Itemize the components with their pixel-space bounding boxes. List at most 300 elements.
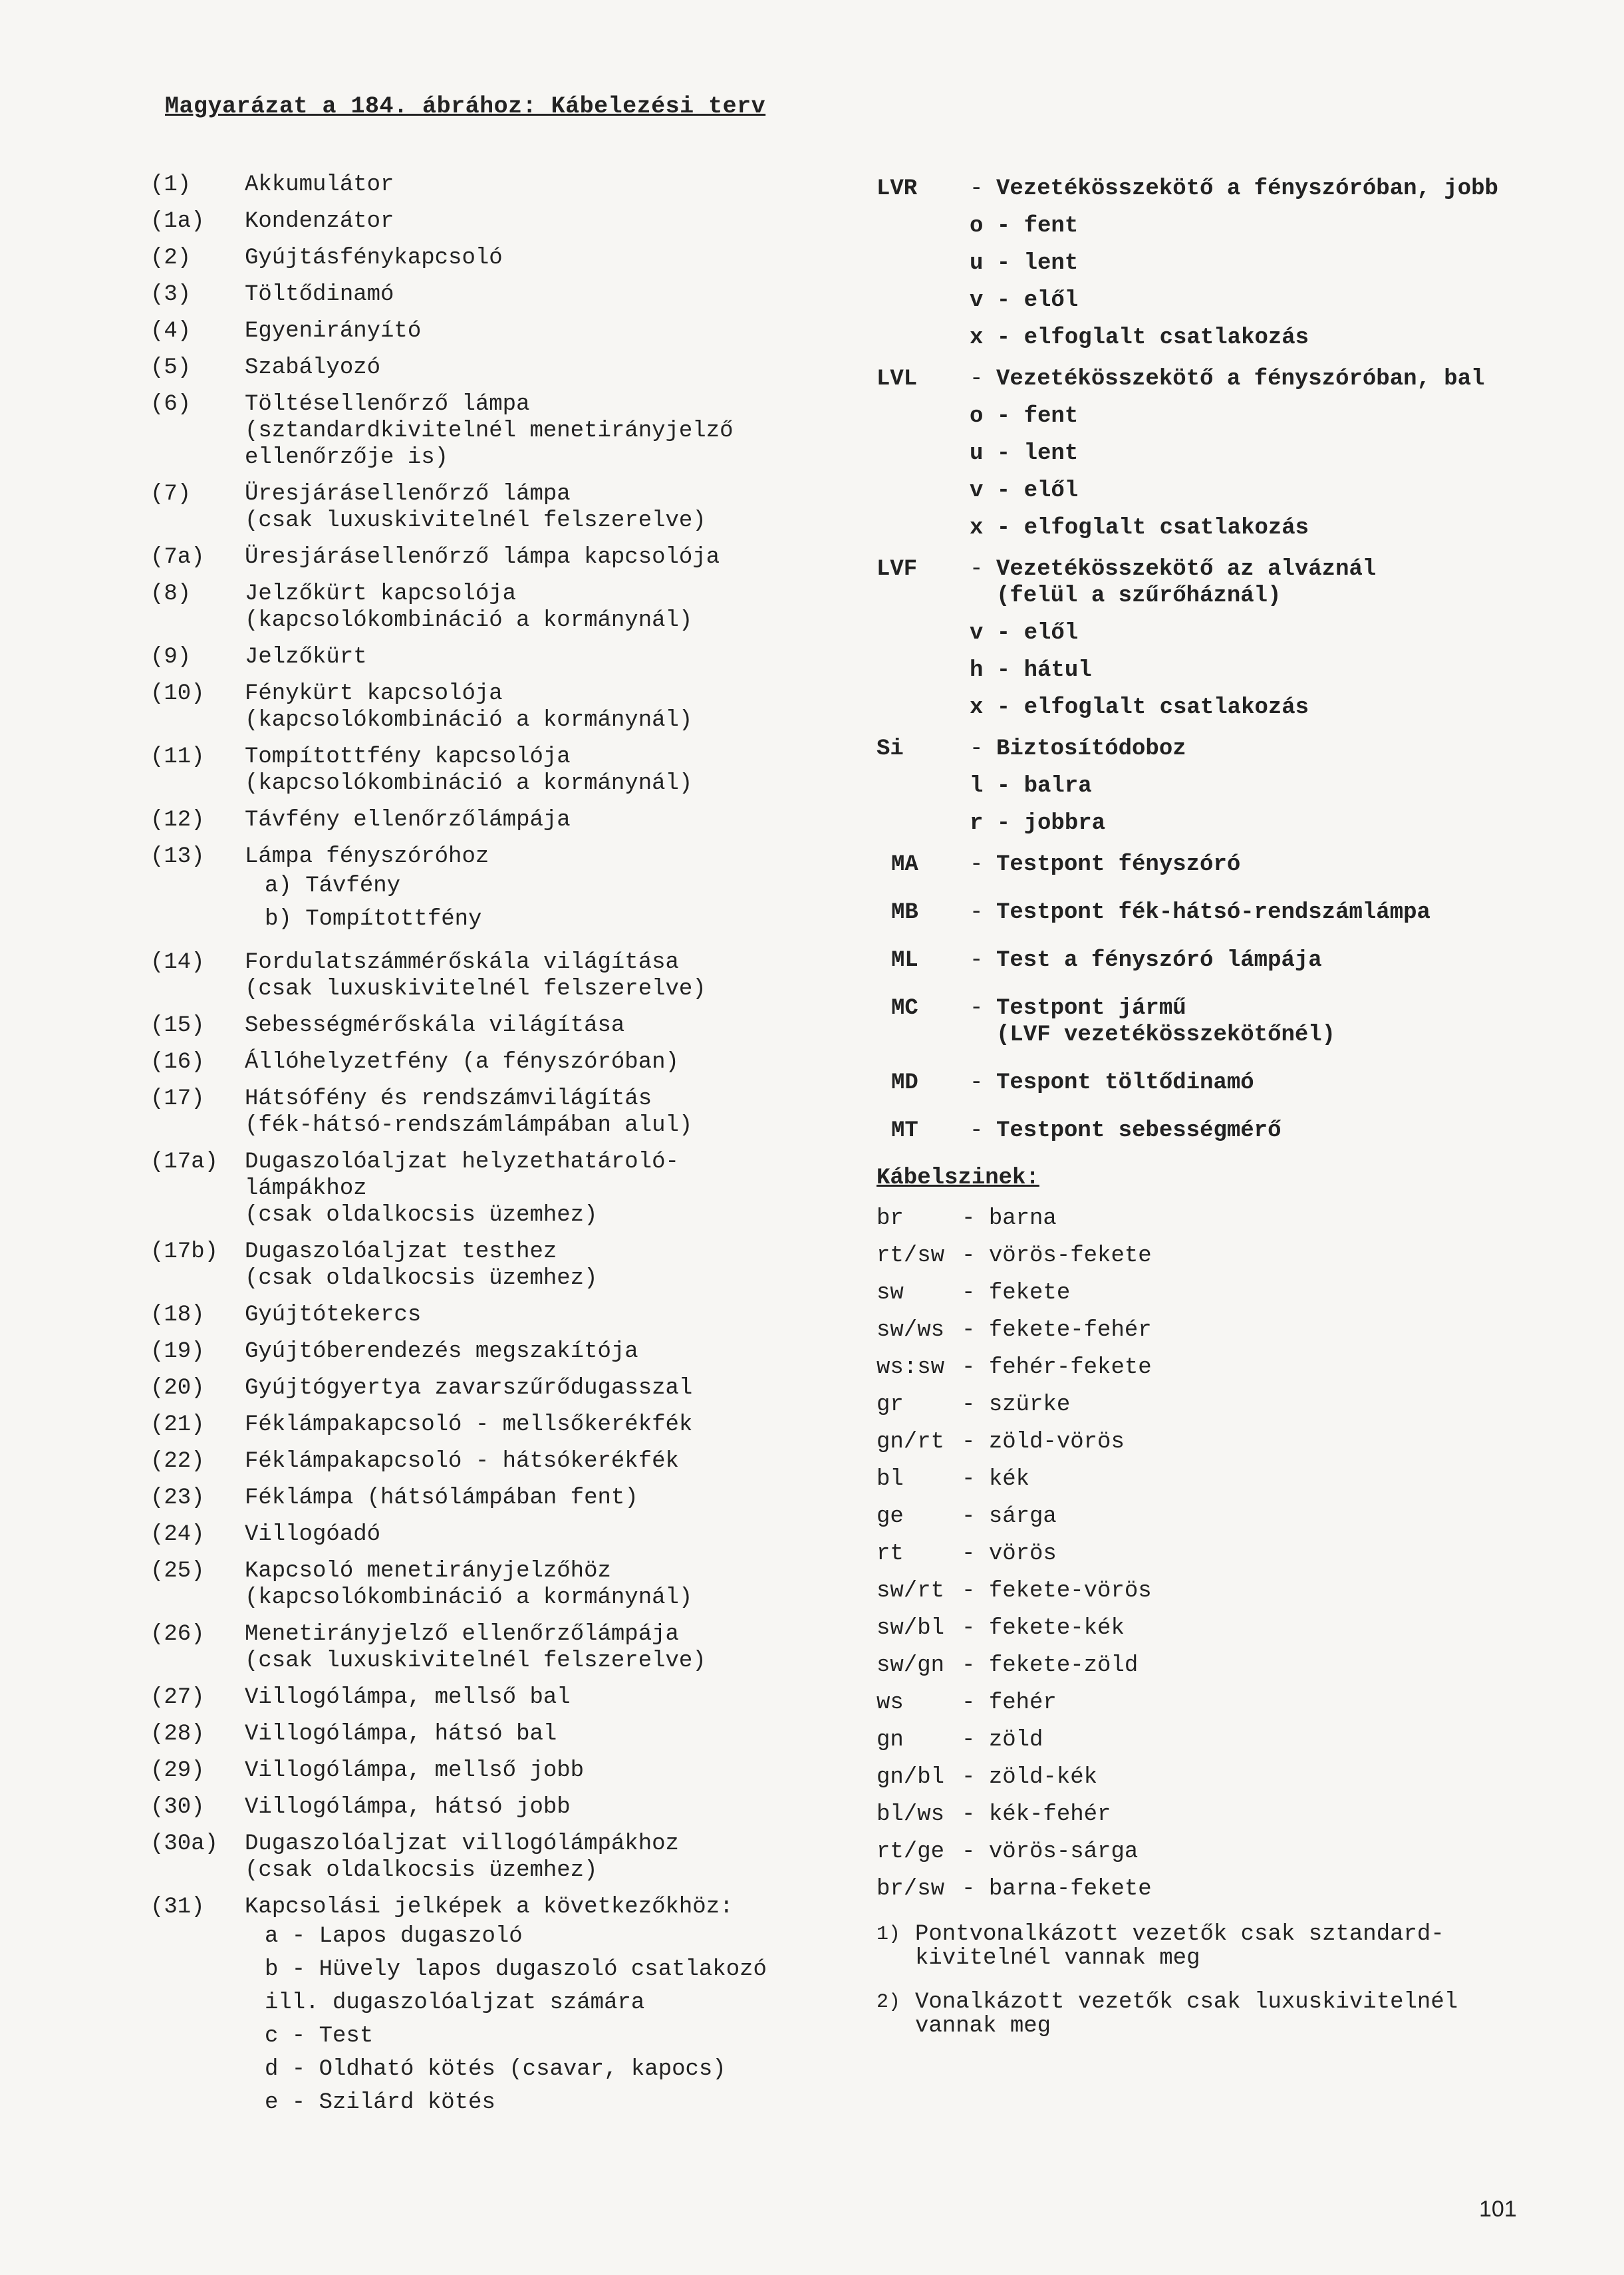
connector-group [877, 176, 1555, 351]
legend-line: Kapcsolási jelképek a következőkhöz: [245, 1895, 734, 1920]
legend-line: Állóhelyzetfény (a fényszóróban) [245, 1050, 679, 1075]
legend-text [245, 1621, 842, 1674]
testpoint-text [996, 1118, 1555, 1144]
legend-line: Gyújtásfénykapcsoló [245, 245, 503, 271]
connector-line: Vezetékösszekötő a fényszóróban, bal [996, 367, 1485, 392]
legend-text [245, 172, 842, 198]
cable-color-name: - sárga [962, 1503, 1057, 1530]
legend-line: Egyenirányító [245, 319, 422, 344]
connector-text [996, 366, 1555, 392]
legend-line: Kondenzátor [245, 209, 394, 234]
testpoint-text [996, 995, 1555, 1048]
legend-item [150, 355, 842, 381]
connector-item: x - elfoglalt csatlakozás [970, 516, 1309, 541]
legend-subitem: d - Oldható kötés (csavar, kapocs) [265, 2057, 726, 2082]
cable-color-name: - zöld-vörös [962, 1429, 1125, 1455]
cable-color-name: - szürke [962, 1392, 1070, 1418]
legend-item [150, 391, 842, 471]
cable-color-name: - barna [962, 1205, 1057, 1232]
footnote-number: 1) [877, 1923, 901, 1946]
connector-code: LVR [877, 176, 918, 202]
legend-item [150, 172, 842, 198]
legend-line: Tompítottfény kapcsolója [245, 744, 571, 770]
connector-code: LVL [877, 367, 918, 392]
cable-color-row [877, 1243, 1555, 1269]
legend-item [150, 1012, 842, 1039]
cable-color-row [877, 1764, 1555, 1791]
component-legend [150, 172, 842, 2133]
legend-number: (29) [150, 1758, 205, 1783]
legend-number: (15) [150, 1013, 205, 1038]
cable-color-code: sw/ws [877, 1318, 945, 1343]
legend-number: (3) [150, 282, 192, 307]
connector-item: r - jobbra [970, 811, 1106, 836]
cable-color-row [877, 1652, 1555, 1679]
legend-number: (9) [150, 645, 192, 670]
legend-text [245, 1485, 842, 1511]
legend-number: (27) [150, 1685, 205, 1710]
cable-color-row [877, 1615, 1555, 1642]
legend-item [150, 1086, 842, 1139]
legend-subitem: a) Távfény [265, 873, 401, 899]
legend-line: Gyújtógyertya zavarszűrődugasszal [245, 1376, 693, 1401]
cable-color-name: - vörös-sárga [962, 1839, 1138, 1865]
legend-text [245, 1086, 842, 1139]
legend-line: Féklámpa (hátsólámpában fent) [245, 1485, 638, 1511]
cable-color-name: - zöld [962, 1727, 1043, 1753]
connector-group [877, 736, 1555, 837]
legend-text [245, 1302, 842, 1328]
legend-text [245, 949, 842, 1002]
legend-item [150, 208, 842, 235]
cable-color-code: sw/rt [877, 1579, 945, 1604]
legend-line: (kapcsolókombináció a kormánynál) [245, 708, 693, 733]
cable-color-name: - kék [962, 1466, 1029, 1493]
legend-number: (31) [150, 1895, 205, 1920]
legend-number: (17a) [150, 1149, 219, 1175]
cable-color-name: - kék-fehér [962, 1801, 1111, 1828]
legend-item [150, 1338, 842, 1365]
legend-subitem: c - Test [265, 2024, 374, 2049]
connector-text [996, 556, 1555, 609]
legend-subitems [245, 873, 842, 933]
legend-line: Gyújtóberendezés megszakítója [245, 1339, 638, 1364]
legend-item [150, 949, 842, 1002]
testpoint-text [996, 947, 1555, 974]
legend-text [245, 355, 842, 381]
dash: - [970, 1070, 984, 1096]
legend-text [245, 1721, 842, 1747]
footnote-line: vannak meg [915, 2014, 1051, 2039]
cable-color-row [877, 1839, 1555, 1865]
dash: - [970, 736, 984, 762]
legend-line: Dugaszolóaljzat villogólámpákhoz [245, 1831, 679, 1857]
footnote [877, 1922, 1555, 1970]
legend-line: Töltésellenőrző lámpa [245, 392, 530, 417]
legend-line: Menetirányjelző ellenőrzőlámpája [245, 1622, 679, 1647]
legend-item [150, 1894, 842, 2123]
legend-line: Gyújtótekercs [245, 1302, 422, 1328]
cable-color-code: ge [877, 1504, 904, 1529]
cable-color-code: sw/gn [877, 1653, 945, 1678]
legend-text [245, 318, 842, 345]
legend-line: Üresjárásellenőrző lámpa [245, 482, 571, 507]
testpoint-code: MA [891, 852, 918, 877]
legend-number: (23) [150, 1485, 205, 1511]
connector-line: Vezetékösszekötő az alváznál [996, 557, 1377, 582]
dash: - [970, 176, 984, 202]
connector-item: v - elől [970, 288, 1079, 313]
connector-code: LVF [877, 557, 918, 582]
legend-line: Fénykürt kapcsolója [245, 681, 503, 706]
legend-item [150, 1239, 842, 1292]
legend-number: (8) [150, 581, 192, 607]
legend-item [150, 1721, 842, 1747]
legend-item [150, 1375, 842, 1402]
legend-number: (24) [150, 1522, 205, 1547]
legend-line: Üresjárásellenőrző lámpa kapcsolója [245, 545, 720, 570]
connector-list [877, 176, 1555, 837]
cable-color-row [877, 1354, 1555, 1381]
legend-item [150, 744, 842, 797]
legend-item [150, 1831, 842, 1884]
legend-number: (22) [150, 1449, 205, 1474]
legend-line: (fék-hátsó-rendszámlámpában alul) [245, 1113, 693, 1138]
legend-line: (csak luxuskivitelnél felszerelve) [245, 508, 706, 533]
cable-color-code: gn/bl [877, 1765, 945, 1790]
legend-text [245, 481, 842, 534]
legend-line: Fordulatszámmérőskála világítása [245, 950, 679, 975]
legend-number: (30) [150, 1795, 205, 1820]
legend-line: Féklámpakapcsoló - mellsőkerékfék [245, 1412, 693, 1438]
legend-text [245, 1239, 842, 1292]
cable-color-code: sw/bl [877, 1616, 945, 1641]
connector-code: Si [877, 736, 904, 762]
dash: - [970, 996, 984, 1021]
footnote [877, 1990, 1555, 2038]
legend-number: (10) [150, 681, 205, 706]
legend-item [150, 1521, 842, 1548]
testpoint-line: Testpont fényszóró [996, 852, 1241, 877]
testpoint-line: Testpont sebességmérő [996, 1118, 1282, 1143]
cable-color-code: sw [877, 1281, 904, 1306]
legend-item [150, 1757, 842, 1784]
legend-line: Jelzőkürt kapcsolója [245, 581, 517, 607]
legend-item [150, 1794, 842, 1821]
connector-item: o - fent [970, 214, 1079, 239]
cable-color-code: ws [877, 1690, 904, 1716]
cable-color-row [877, 1727, 1555, 1753]
legend-number: (12) [150, 808, 205, 833]
legend-line: Féklámpakapcsoló - hátsókerékfék [245, 1449, 679, 1474]
legend-item [150, 843, 842, 939]
cable-color-code: rt/ge [877, 1839, 945, 1865]
legend-text [245, 245, 842, 271]
cable-color-code: gn/rt [877, 1430, 945, 1455]
legend-text [245, 1558, 842, 1611]
cable-color-list [877, 1205, 1555, 1902]
legend-text [245, 208, 842, 235]
legend-text [245, 1412, 842, 1438]
footnote-line: Pontvonalkázott vezetők csak sztandard- [915, 1922, 1444, 1947]
cable-color-name: - fekete-kék [962, 1615, 1125, 1642]
connector-group [877, 366, 1555, 541]
testpoint-code: MC [891, 996, 918, 1021]
cable-color-row [877, 1466, 1555, 1493]
legend-subitem: ill. dugaszolóaljzat számára [265, 1990, 645, 2016]
testpoint-line: Test a fényszóró lámpája [996, 948, 1322, 973]
legend-item [150, 807, 842, 834]
legend-item [150, 1621, 842, 1674]
footnote-number: 2) [877, 1991, 901, 2014]
legend-line: (csak luxuskivitelnél felszerelve) [245, 977, 706, 1002]
page-number: 101 [1479, 2197, 1517, 2222]
testpoint-text [996, 851, 1555, 878]
dash: - [970, 557, 984, 582]
dash: - [970, 948, 984, 973]
legend-text [245, 1149, 842, 1229]
connector-item: h - hátul [970, 658, 1092, 683]
connector-line: (felül a szűrőháznál) [996, 583, 1282, 609]
cable-color-name: - barna-fekete [962, 1876, 1152, 1902]
cable-color-code: bl/ws [877, 1802, 945, 1827]
connector-item: u - lent [970, 251, 1079, 276]
legend-line: Sebességmérőskála világítása [245, 1013, 625, 1038]
testpoint-item [877, 851, 1555, 878]
legend-line: (kapcsolókombináció a kormánynál) [245, 1585, 693, 1610]
connector-items [877, 403, 1555, 541]
connector-items [877, 773, 1555, 837]
legend-number: (7) [150, 482, 192, 507]
legend-text [245, 391, 842, 471]
legend-text [245, 1684, 842, 1711]
notes [877, 1922, 1555, 2038]
testpoint-line: Tespont töltődinamó [996, 1070, 1254, 1096]
legend-line: Villogólámpa, mellső jobb [245, 1758, 585, 1783]
legend-item [150, 581, 842, 634]
connector-items [877, 620, 1555, 721]
testpoint-text [996, 1070, 1555, 1096]
legend-number: (11) [150, 744, 205, 770]
legend-text [245, 1794, 842, 1821]
cable-color-name: - fekete-zöld [962, 1652, 1138, 1679]
cable-color-code: rt [877, 1541, 904, 1567]
testpoint-list [877, 851, 1555, 1144]
cable-color-row [877, 1205, 1555, 1232]
connector-header [877, 176, 1555, 202]
legend-line: Lámpa fényszóróhoz [245, 844, 489, 869]
connector-text [996, 176, 1555, 202]
testpoint-line: (LVF vezetékösszekötőnél) [996, 1022, 1336, 1048]
legend-subitem: e - Szilárd kötés [265, 2090, 495, 2115]
legend-text [245, 843, 842, 939]
legend-item [150, 1049, 842, 1076]
legend-line: (csak luxuskivitelnél felszerelve) [245, 1648, 706, 1674]
legend-number: (17) [150, 1086, 205, 1112]
connector-item: v - elől [970, 621, 1079, 646]
legend-line: Villogólámpa, hátsó jobb [245, 1795, 571, 1820]
testpoint-item [877, 947, 1555, 974]
legend-line: Szabályozó [245, 355, 381, 380]
legend-item [150, 1485, 842, 1511]
legend-text [245, 544, 842, 571]
cable-color-row [877, 1429, 1555, 1455]
legend-number: (26) [150, 1622, 205, 1647]
legend-text [245, 1338, 842, 1365]
legend-text [245, 1049, 842, 1076]
legend-line: Villogólámpa, mellső bal [245, 1685, 571, 1710]
legend-line: Hátsófény és rendszámvilágítás [245, 1086, 652, 1112]
cable-color-code: gn [877, 1728, 904, 1753]
legend-number: (18) [150, 1302, 205, 1328]
legend-text [245, 581, 842, 634]
cable-color-row [877, 1280, 1555, 1306]
connector-text [996, 736, 1555, 762]
legend-text [245, 1894, 842, 2123]
testpoint-code: MB [891, 900, 918, 925]
cable-color-code: rt/sw [877, 1243, 945, 1269]
legend-subitem: b) Tompítottfény [265, 907, 482, 932]
cable-color-row [877, 1801, 1555, 1828]
legend-item [150, 281, 842, 308]
connector-group [877, 556, 1555, 721]
page-title: Magyarázat a 184. ábrához: Kábelezési terv [165, 93, 766, 120]
legend-item [150, 1302, 842, 1328]
legend-number: (16) [150, 1050, 205, 1075]
footnote-line: Vonalkázott vezetők csak luxuskivitelnél [915, 1990, 1458, 2015]
legend-text [245, 744, 842, 797]
legend-number: (21) [150, 1412, 205, 1438]
dash: - [970, 852, 984, 877]
legend-line: Töltődinamó [245, 282, 394, 307]
legend-item [150, 1558, 842, 1611]
cable-color-row [877, 1876, 1555, 1902]
connector-header [877, 736, 1555, 762]
legend-item [150, 481, 842, 534]
cable-color-name: - fekete-vörös [962, 1578, 1152, 1604]
cable-color-name: - fekete [962, 1280, 1070, 1306]
dash: - [970, 367, 984, 392]
legend-item [150, 644, 842, 671]
legend-text [245, 644, 842, 671]
legend-text [245, 1757, 842, 1784]
legend-line: Távfény ellenőrzőlámpája [245, 808, 571, 833]
legend-subitem: b - Hüvely lapos dugaszoló csatlakozó [265, 1957, 767, 1982]
legend-line: Villogóadó [245, 1522, 381, 1547]
connector-item: o - fent [970, 404, 1079, 429]
legend-line: Kapcsoló menetirányjelzőhöz [245, 1559, 611, 1584]
cable-color-code: ws:sw [877, 1355, 945, 1380]
legend-number: (17b) [150, 1239, 219, 1265]
testpoint-code: ML [891, 948, 918, 973]
legend-line: Akkumulátor [245, 172, 394, 198]
cable-color-row [877, 1541, 1555, 1567]
connector-item: x - elfoglalt csatlakozás [970, 325, 1309, 351]
legend-item [150, 1684, 842, 1711]
testpoint-line: Testpont jármű [996, 996, 1186, 1021]
legend-line: Dugaszolóaljzat testhez [245, 1239, 557, 1265]
footnote-line: kivitelnél vannak meg [915, 1946, 1200, 1971]
cable-color-code: br [877, 1206, 904, 1231]
legend-item [150, 681, 842, 734]
cable-color-name: - fehér-fekete [962, 1354, 1152, 1381]
cable-color-code: bl [877, 1467, 904, 1492]
cable-color-row [877, 1578, 1555, 1604]
cable-colors-heading: Kábelszinek: [877, 1165, 1039, 1191]
legend-line: (csak oldalkocsis üzemhez) [245, 1858, 598, 1883]
cable-color-row [877, 1690, 1555, 1716]
cable-color-name: - vörös-fekete [962, 1243, 1152, 1269]
legend-text [245, 1448, 842, 1475]
cable-color-name: - fekete-fehér [962, 1317, 1152, 1344]
legend-text [245, 1012, 842, 1039]
legend-item [150, 1149, 842, 1229]
testpoint-item [877, 899, 1555, 926]
legend-item [150, 245, 842, 271]
cable-color-row [877, 1503, 1555, 1530]
testpoint-item [877, 1070, 1555, 1096]
legend-number: (1) [150, 172, 192, 198]
cable-color-name: - zöld-kék [962, 1764, 1097, 1791]
testpoint-item [877, 995, 1555, 1048]
legend-subitem: a - Lapos dugaszoló [265, 1924, 523, 1949]
connector-item: x - elfoglalt csatlakozás [970, 695, 1309, 720]
legend-number: (30a) [150, 1831, 219, 1857]
legend-line: (kapcsolókombináció a kormánynál) [245, 608, 693, 633]
legend-subitems [245, 1923, 842, 2116]
legend-line: ellenőrzője is) [245, 445, 449, 470]
legend-line: (kapcsolókombináció a kormánynál) [245, 771, 693, 796]
testpoint-line: Testpont fék-hátsó-rendszámlámpa [996, 900, 1430, 925]
testpoint-code: MD [891, 1070, 918, 1096]
legend-text [245, 281, 842, 308]
dash: - [970, 900, 984, 925]
cable-color-code: gr [877, 1392, 904, 1418]
legend-line: lámpákhoz [245, 1176, 367, 1201]
legend-line: (csak oldalkocsis üzemhez) [245, 1203, 598, 1228]
legend-number: (1a) [150, 209, 205, 234]
testpoint-text [996, 899, 1555, 926]
legend-number: (20) [150, 1376, 205, 1401]
legend-number: (19) [150, 1339, 205, 1364]
legend-text [245, 807, 842, 834]
testpoint-item [877, 1118, 1555, 1144]
legend-text [245, 1521, 842, 1548]
legend-text [245, 681, 842, 734]
cable-color-name: - vörös [962, 1541, 1057, 1567]
legend-number: (28) [150, 1722, 205, 1747]
legend-item [150, 1412, 842, 1438]
connector-line: Vezetékösszekötő a fényszóróban, jobb [996, 176, 1498, 202]
connector-item: l - balra [970, 774, 1092, 799]
legend-item [150, 1448, 842, 1475]
cable-color-row [877, 1317, 1555, 1344]
legend-line: Dugaszolóaljzat helyzethatároló- [245, 1149, 679, 1175]
connector-header [877, 366, 1555, 392]
legend-line: Jelzőkürt [245, 645, 367, 670]
footnote-text [915, 1990, 1555, 2038]
cable-color-name: - fehér [962, 1690, 1057, 1716]
legend-line: Villogólámpa, hátsó bal [245, 1722, 557, 1747]
legend-text [245, 1831, 842, 1884]
legend-number: (7a) [150, 545, 205, 570]
legend-number: (2) [150, 245, 192, 271]
footnote-text [915, 1922, 1555, 1970]
legend-number: (14) [150, 950, 205, 975]
connector-item: v - elől [970, 478, 1079, 504]
right-column [877, 176, 1555, 2038]
legend-text [245, 1375, 842, 1402]
